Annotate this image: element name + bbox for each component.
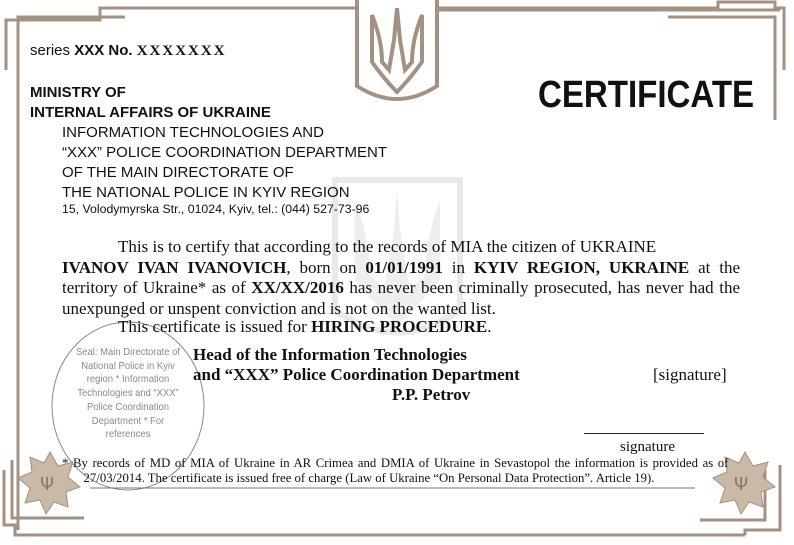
text: This certificate is issued for (118, 317, 312, 336)
series-label: series (30, 42, 71, 59)
signatory-title-2: and “XXX” Police Coordination Department (193, 365, 520, 384)
signature-placeholder: [signature] (653, 365, 727, 384)
intro-text: This is to certify that according to the records of MIA the citizen of UKRAINE (118, 237, 657, 256)
text: at the territory of Ukraine* as of (62, 257, 741, 297)
certificate-body (62, 237, 740, 319)
series-value: XXX (74, 42, 105, 59)
department-line: “XXX” POLICE COORDINATION DEPARTMENT (62, 144, 388, 161)
ministry-line-2: INTERNAL AFFAIRS OF UKRAINE (30, 104, 271, 121)
svg-text:Ψ: Ψ (734, 474, 749, 495)
text: , born on (286, 257, 366, 277)
signatory-title-1: Head of the Information Technologies (193, 345, 467, 364)
seal-text: Seal: Main Directorate of National Police in Kyiv region * Information Technologies and “XXX” Police Coordination Department * For references (75, 346, 181, 441)
as-of-date: XX/XX/2016 (251, 278, 344, 297)
text: in (442, 257, 474, 277)
footnote (62, 455, 728, 485)
signature-label: signature (620, 439, 675, 455)
series-number (30, 42, 227, 60)
text: has never been criminally prosecuted, has never had the unexpunged or unspent conviction and is not on the wanted list. (62, 278, 740, 318)
citizen-name: IVANOV IVAN IVANOVICH (62, 257, 287, 277)
address: 15, Volodymyrska Str., 01024, Kyiv, tel.: (044) 527-73-96 (62, 202, 370, 216)
date-of-birth: 01/01/1991 (365, 257, 443, 277)
birthplace: KYIV REGION, UKRAINE (473, 257, 690, 277)
purpose: HIRING PROCEDURE (311, 317, 488, 336)
department-line: THE NATIONAL POLICE IN KYIV REGION (62, 184, 350, 201)
certificate-title: CERTIFICATE (538, 74, 755, 116)
ministry-line-1: MINISTRY OF (30, 84, 126, 101)
footnote-line-2: 27/03/2014. The certificate is issued free of charge (Law of Ukraine “On Personal Data Protection”. Article 19). (83, 470, 655, 485)
number-label: No. (108, 42, 133, 59)
department-line: INFORMATION TECHNOLOGIES AND (62, 124, 324, 141)
text: . (487, 317, 492, 336)
number-value: XXXXXXX (136, 43, 227, 59)
footnote-line-1: * By records of MD of MIA of Ukraine in AR Crimea and DMIA of Ukraine in Sevastopol the information is provided as of (62, 455, 729, 470)
department-line: OF THE MAIN DIRECTORATE OF (62, 164, 294, 181)
body-paragraph (62, 258, 740, 320)
signatory-name: P.P. Petrov (392, 385, 471, 404)
signature-line (584, 433, 704, 434)
trident-emblem-icon (357, 0, 437, 99)
svg-text:Ψ: Ψ (40, 474, 55, 495)
